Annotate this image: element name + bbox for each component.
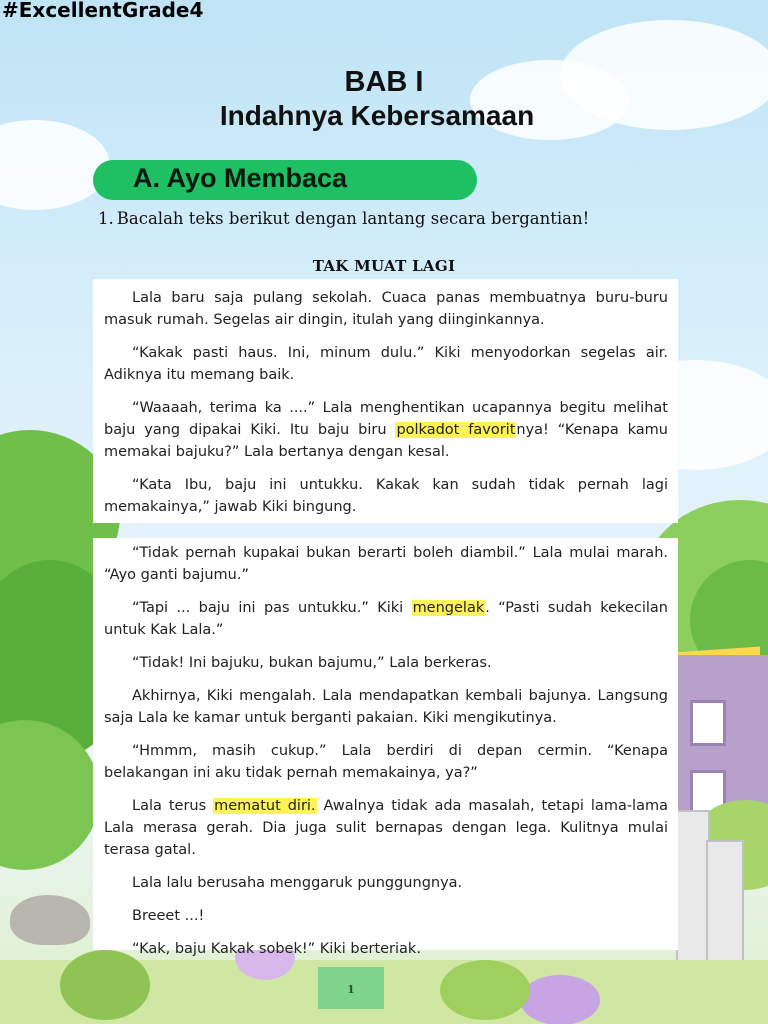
page-number-tab — [318, 967, 384, 1009]
chapter-subtitle: Indahnya Kebersamaan — [219, 100, 535, 131]
instruction-line — [98, 209, 589, 228]
paragraph-text: . “Pasti sudah kekecilan untuk Kak Lala.” — [104, 600, 668, 638]
instruction-number: 1. — [98, 209, 114, 228]
story-paragraph: “Hmmm, masih cukup.” Lala berdiri di depan cermin. “Kenapa belakangan ini aku tidak pernah memakainya, ya?” — [104, 743, 668, 781]
rock-shape — [10, 895, 90, 945]
highlighted-word: polkadot favorit — [396, 422, 516, 438]
paragraph-text: “Tapi ... baju ini pas untukku.” Kiki — [132, 600, 412, 616]
hashtag-watermark: #ExcellentGrade4 — [2, 0, 204, 22]
paragraph-text: nya! “Kenapa kamu memakai bajuku?” Lala bertanya dengan kesal. — [104, 422, 668, 460]
story-paragraph: Breeet ...! — [132, 908, 205, 924]
fence-post — [706, 840, 744, 964]
cloud-shape — [0, 120, 110, 210]
flower-shape — [520, 975, 600, 1024]
story-text-box-2 — [93, 538, 678, 957]
highlighted-word: mengelak — [412, 600, 485, 616]
story-paragraph — [104, 795, 668, 861]
paragraph-text: Lala terus — [132, 798, 214, 814]
story-paragraph — [104, 597, 668, 641]
chapter-title: BAB I — [344, 66, 424, 98]
highlighted-word: mematut diri. — [214, 798, 316, 814]
page-number: 1 — [347, 983, 355, 996]
story-paragraph — [104, 397, 668, 463]
story-paragraph: Akhirnya, Kiki mengalah. Lala mendapatkan kembali bajunya. Langsung saja Lala ke kamar untuk berganti pakaian. Kiki mengikutinya. — [104, 688, 668, 726]
house-window — [690, 700, 726, 746]
story-paragraph: Lala lalu berusaha menggaruk punggungnya. — [132, 875, 463, 891]
story-paragraph: “Tidak! Ini bajuku, bukan bajumu,” Lala berkeras. — [132, 655, 492, 671]
paragraph-text: Awalnya tidak ada masalah, tetapi lama-lama Lala merasa gerah. Dia juga sulit bernapas dengan lega. Kulitnya mulai terasa gatal. — [104, 798, 668, 858]
story-paragraph: “Kakak pasti haus. Ini, minum dulu.” Kiki menyodorkan segelas air. Adiknya itu memang baik. — [104, 345, 668, 383]
story-paragraph: Lala baru saja pulang sekolah. Cuaca panas membuatnya buru-buru masuk rumah. Segelas air dingin, itulah yang diinginkannya. — [104, 290, 668, 328]
section-heading-pill — [93, 160, 477, 200]
story-paragraph: “Kata Ibu, baju ini untukku. Kakak kan sudah tidak pernah lagi memakainya,” jawab Kiki bingung. — [104, 477, 668, 515]
instruction-text: Bacalah teks berikut dengan lantang secara bergantian! — [116, 209, 590, 228]
story-paragraph: “Tidak pernah kupakai bukan berarti boleh diambil.” Lala mulai marah. “Ayo ganti bajumu.” — [104, 545, 668, 583]
leaf-shape — [60, 950, 150, 1020]
story-title: TAK MUAT LAGI — [312, 257, 456, 275]
fence-post — [676, 810, 710, 964]
section-heading-label: A. Ayo Membaca — [133, 163, 348, 193]
leaf-shape — [440, 960, 530, 1020]
story-text-box-1 — [93, 279, 678, 523]
story-paragraph: “Kak, baju Kakak sobek!” Kiki berteriak. — [132, 941, 421, 957]
paragraph-text: “Waaaah, terima ka ....” Lala menghentikan ucapannya begitu melihat baju yang dipakai Kiki. Itu baju biru — [104, 400, 668, 438]
